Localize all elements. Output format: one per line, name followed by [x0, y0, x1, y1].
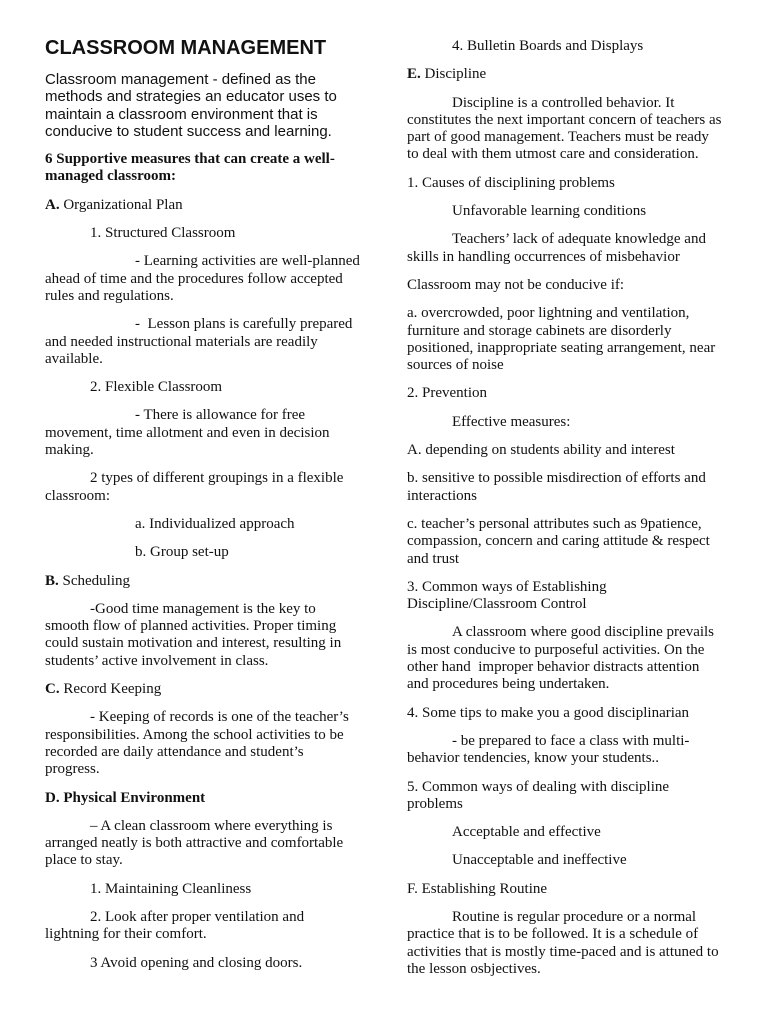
classroom-control-paragraph: A classroom where good discipline prevails is most conducive to purposeful activities. On the other hand improper behavior distracts attention and procedures being undertaken.: [407, 624, 715, 693]
section-f-heading: F. Establishing Routine: [407, 880, 548, 897]
section-b-heading: [45, 573, 365, 590]
effective-measures-label: Effective measures:: [452, 413, 571, 430]
environment-item-3: 3 Avoid opening and closing doors.: [90, 954, 303, 971]
left-column: [45, 37, 365, 983]
tips-heading: 4. Some tips to make you a good disciplinarian: [407, 704, 690, 721]
grouping-item-a: a. Individualized approach: [135, 515, 295, 532]
cause-item-2: Teachers’ lack of adequate knowledge and skills in handling occurrences of misbehavior: [407, 231, 706, 265]
groupings-intro: 2 types of different groupings in a flexible classroom:: [45, 470, 344, 504]
routine-paragraph: Routine is regular procedure or a normal practice that is to be followed. It is a schedule of activities that is mostly time-paced and is attuned to the lesson osbjectives.: [407, 908, 719, 977]
document-title: CLASSROOM MANAGEMENT: [45, 37, 327, 59]
measure-item-b: b. sensitive to possible misdirection of efforts and interactions: [407, 470, 706, 504]
section-a-label: A.: [45, 196, 60, 213]
section-e-heading: [407, 66, 727, 83]
flexible-classroom-heading: 2. Flexible Classroom: [90, 379, 223, 396]
section-d-heading: D. Physical Environment: [45, 789, 206, 806]
grouping-item-b: b. Group set-up: [135, 544, 229, 561]
causes-heading: 1. Causes of disciplining problems: [407, 174, 615, 191]
measure-item-a: A. depending on students ability and interest: [407, 442, 675, 459]
section-b-label: B.: [45, 572, 59, 589]
supportive-measures-heading: 6 Supportive measures that can create a well- managed classroom:: [45, 151, 335, 185]
section-e-label: E.: [407, 66, 421, 83]
not-conducive-intro: Classroom may not be conducive if:: [407, 276, 625, 293]
right-column: [407, 38, 727, 989]
section-a-heading: [45, 197, 365, 214]
environment-item-4: 4. Bulletin Boards and Displays: [452, 38, 644, 54]
physical-environment-paragraph: – A clean classroom where everything is arranged neatly is both attractive and comfortable place to stay.: [45, 817, 344, 869]
flexible-classroom-point: - There is allowance for free movement, time allotment and even in decision making.: [45, 407, 330, 459]
environment-item-2: 2. Look after proper ventilation and lightning for their comfort.: [45, 908, 305, 943]
section-c-title: Record Keeping: [63, 681, 162, 698]
dealing-heading: 5. Common ways of dealing with discipline problems: [407, 778, 670, 812]
not-conducive-item-a: a. overcrowded, poor lightning and ventilation, furniture and storage cabinets are disorderly positioned, inappropriate seating arrangement, near sources of noise: [407, 305, 716, 374]
cause-item-1: Unfavorable learning conditions: [452, 203, 647, 220]
environment-item-1: 1. Maintaining Cleanliness: [90, 880, 252, 897]
scheduling-paragraph: -Good time management is the key to smooth flow of planned activities. Proper timing could sustain motivation and interest, resulting in students’ active involvement in class.: [45, 600, 342, 669]
dealing-item-2: Unacceptable and ineffective: [452, 852, 627, 869]
structured-classroom-point-1: - Learning activities are well-planned ahead of time and the procedures follow accepted rules and regulations.: [45, 253, 360, 304]
classroom-control-heading: 3. Common ways of Establishing Discipline/Classroom Control: [407, 578, 607, 613]
tip-item-1: - be prepared to face a class with multi- behavior tendencies, know your students..: [407, 732, 690, 767]
dealing-item-1: Acceptable and effective: [452, 824, 601, 841]
discipline-paragraph: Discipline is a controlled behavior. It constitutes the next important concern of teachers as part of good management. Teachers must be ready to deal with them utmost care and consideration.: [407, 94, 722, 163]
structured-classroom-point-2: - Lesson plans is carefully prepared and needed instructional materials are readily available.: [45, 316, 353, 367]
section-e-title: Discipline: [424, 66, 487, 83]
structured-classroom-heading: 1. Structured Classroom: [90, 225, 236, 242]
record-keeping-paragraph: - Keeping of records is one of the teacher’s responsibilities. Among the school activities to be recorded are daily attendance and student’s progress.: [45, 709, 349, 778]
measure-item-c: c. teacher’s personal attributes such as 9patience, compassion, concern and caring attitude & respect and trust: [407, 515, 710, 567]
section-b-title: Scheduling: [62, 572, 131, 589]
prevention-heading: 2. Prevention: [407, 385, 487, 402]
definition-paragraph: Classroom management - defined as the methods and strategies an educator uses to maintain a classroom environment that is conducive to student success and learning.: [45, 71, 337, 140]
section-a-title: Organizational Plan: [63, 196, 183, 213]
section-c-heading: [45, 681, 365, 698]
section-c-label: C.: [45, 681, 60, 698]
